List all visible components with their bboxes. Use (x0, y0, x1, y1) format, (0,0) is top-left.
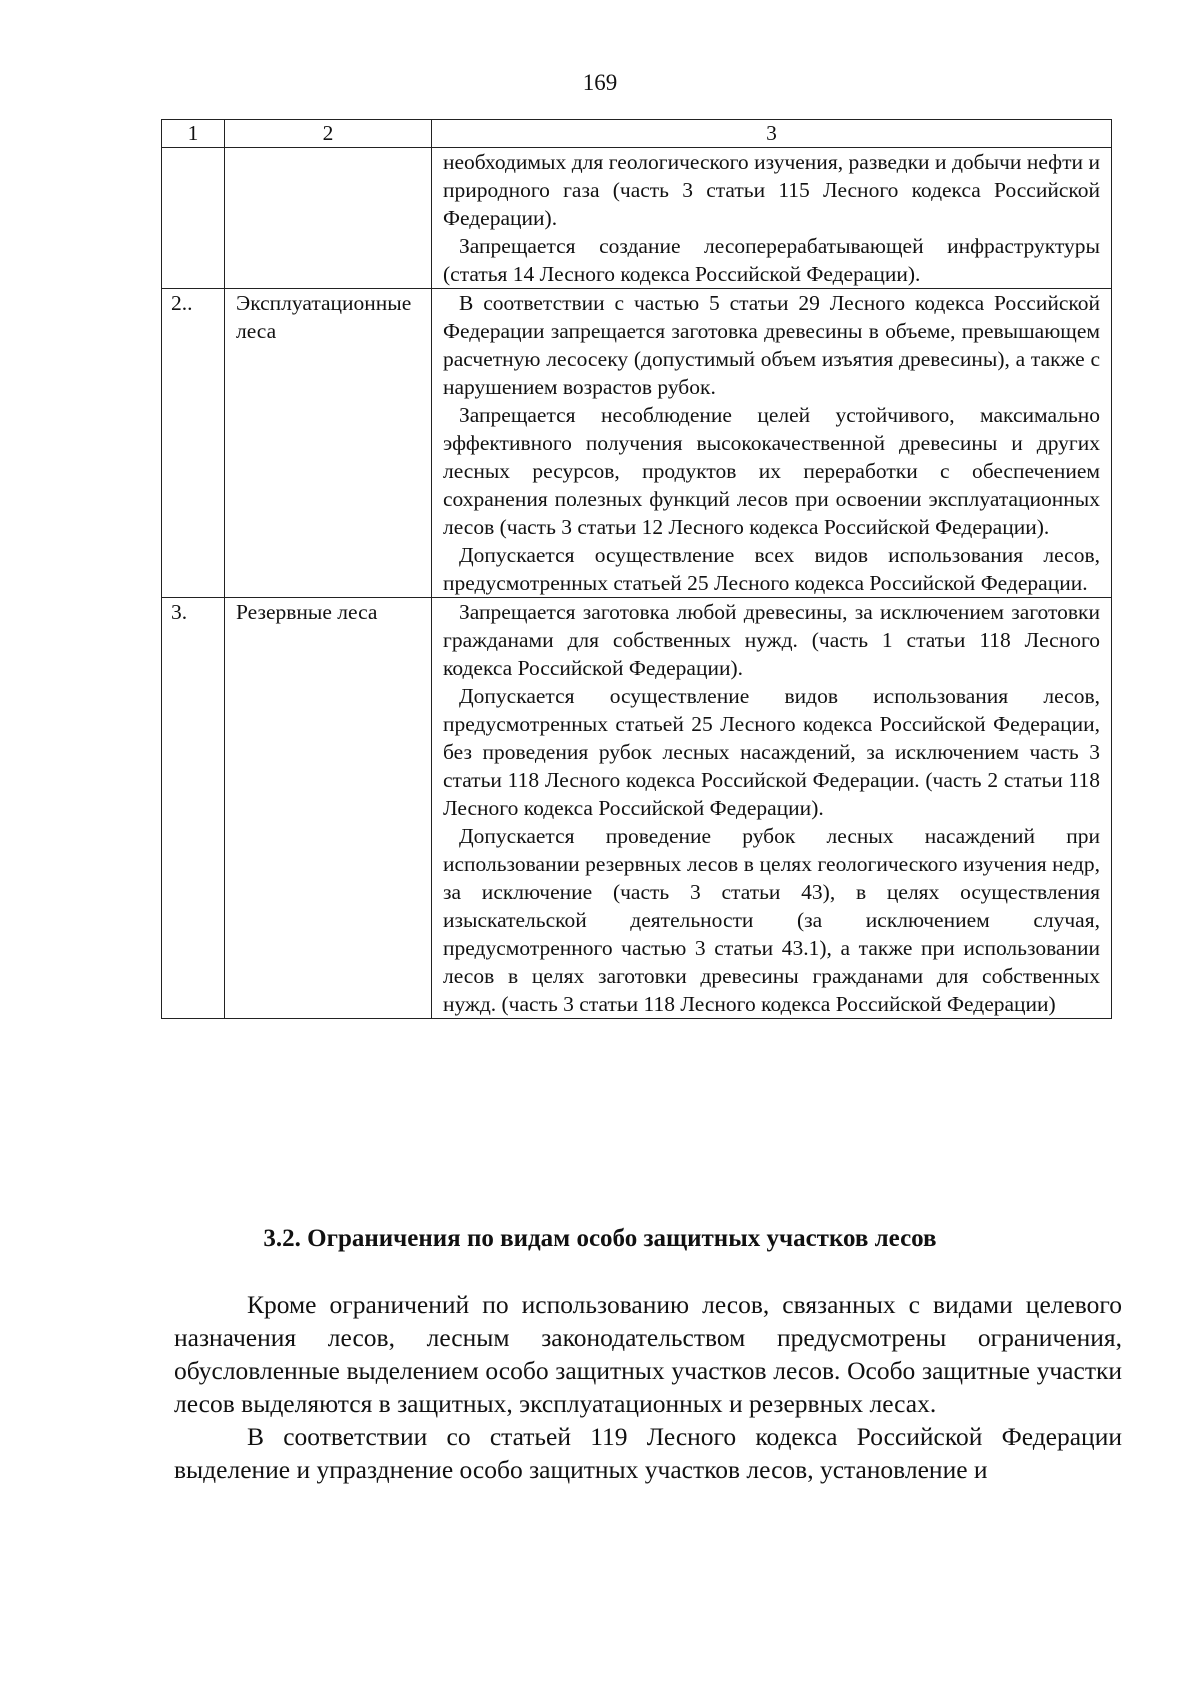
column-header-restrictions: 3 (432, 120, 1112, 148)
restrictions-table (161, 119, 1112, 1019)
restriction-paragraph: Запрещается несоблюдение целей устойчивого, максимально эффективного получения высококачественной древесины и других лесных ресурсов, продуктов их переработки с обеспечением сохранения полезных функций лесов при освоении эксплуатационных лесов (часть 3 статьи 12 Лесного кодекса Российской Федерации). (443, 403, 1100, 539)
table-row (162, 598, 1112, 1019)
forest-type-cell: Резервные леса (225, 598, 432, 1019)
restriction-paragraph: Допускается осуществление всех видов использования лесов, предусмотренных статьей 25 Лесного кодекса Российской Федерации. (443, 543, 1100, 595)
restrictions-cell (432, 289, 1112, 598)
table-row (162, 289, 1112, 598)
restriction-paragraph: Допускается проведение рубок лесных насаждений при использовании резервных лесов в целях геологического изучения недр, за исключение (часть 3 статьи 43), в целях осуществления изыскательской деятельности (за исключением случая, предусмотренного частью 3 статьи 43.1), а также при использовании лесов в целях заготовки древесины гражданами для собственных нужд. (часть 3 статьи 118 Лесного кодекса Российской Федерации) (443, 824, 1100, 1016)
page-number: 169 (582, 70, 618, 95)
row-number-cell (162, 148, 225, 289)
column-header-number: 1 (162, 120, 225, 148)
restriction-paragraph: В соответствии с частью 5 статьи 29 Лесного кодекса Российской Федерации запрещается заготовка древесины в объеме, превышающем расчетную лесосеку (допустимый объем изъятия древесины), а также с нарушением возрастов рубок. (443, 291, 1100, 399)
restriction-paragraph: необходимых для геологического изучения, разведки и добычи нефти и природного газа (часть 3 статьи 115 Лесного кодекса Российской Федерации). (443, 150, 1100, 230)
forest-type-cell (225, 148, 432, 289)
section-heading: 3.2. Ограничения по видам особо защитных участков лесов (263, 1225, 937, 1252)
restriction-paragraph: Допускается осуществление видов использования лесов, предусмотренных статьей 25 Лесного кодекса Российской Федерации, без проведения рубок лесных насаждений, за исключением часть 3 статьи 118 Лесного кодекса Российской Федерации. (часть 2 статьи 118 Лесного кодекса Российской Федерации). (443, 684, 1100, 820)
row-number-cell: 2.. (162, 289, 225, 598)
restriction-paragraph: Запрещается создание лесоперерабатывающей инфраструктуры (статья 14 Лесного кодекса Российской Федерации). (443, 234, 1100, 286)
forest-type-cell: Эксплуатационные леса (225, 289, 432, 598)
row-number-cell: 3. (162, 598, 225, 1019)
restrictions-cell (432, 148, 1112, 289)
restrictions-cell (432, 598, 1112, 1019)
column-header-forest-type: 2 (225, 120, 432, 148)
table-row (162, 148, 1112, 289)
body-paragraph: Кроме ограничений по использованию лесов, связанных с видами целевого назначения лесов, лесным законодательством предусмотрены ограничения, обусловленные выделением особо защитных участков лесов. Особо защитные участки лесов выделяются в защитных, эксплуатационных и резервных лесах. (174, 1290, 1122, 1418)
section-body (174, 1288, 1122, 1486)
body-paragraph: В соответствии со статьей 119 Лесного кодекса Российской Федерации выделение и упразднение особо защитных участков лесов, установление и (174, 1422, 1122, 1484)
table-header-row (162, 120, 1112, 148)
restriction-paragraph: Запрещается заготовка любой древесины, за исключением заготовки гражданами для собственных нужд. (часть 1 статьи 118 Лесного кодекса Российской Федерации). (443, 600, 1100, 680)
